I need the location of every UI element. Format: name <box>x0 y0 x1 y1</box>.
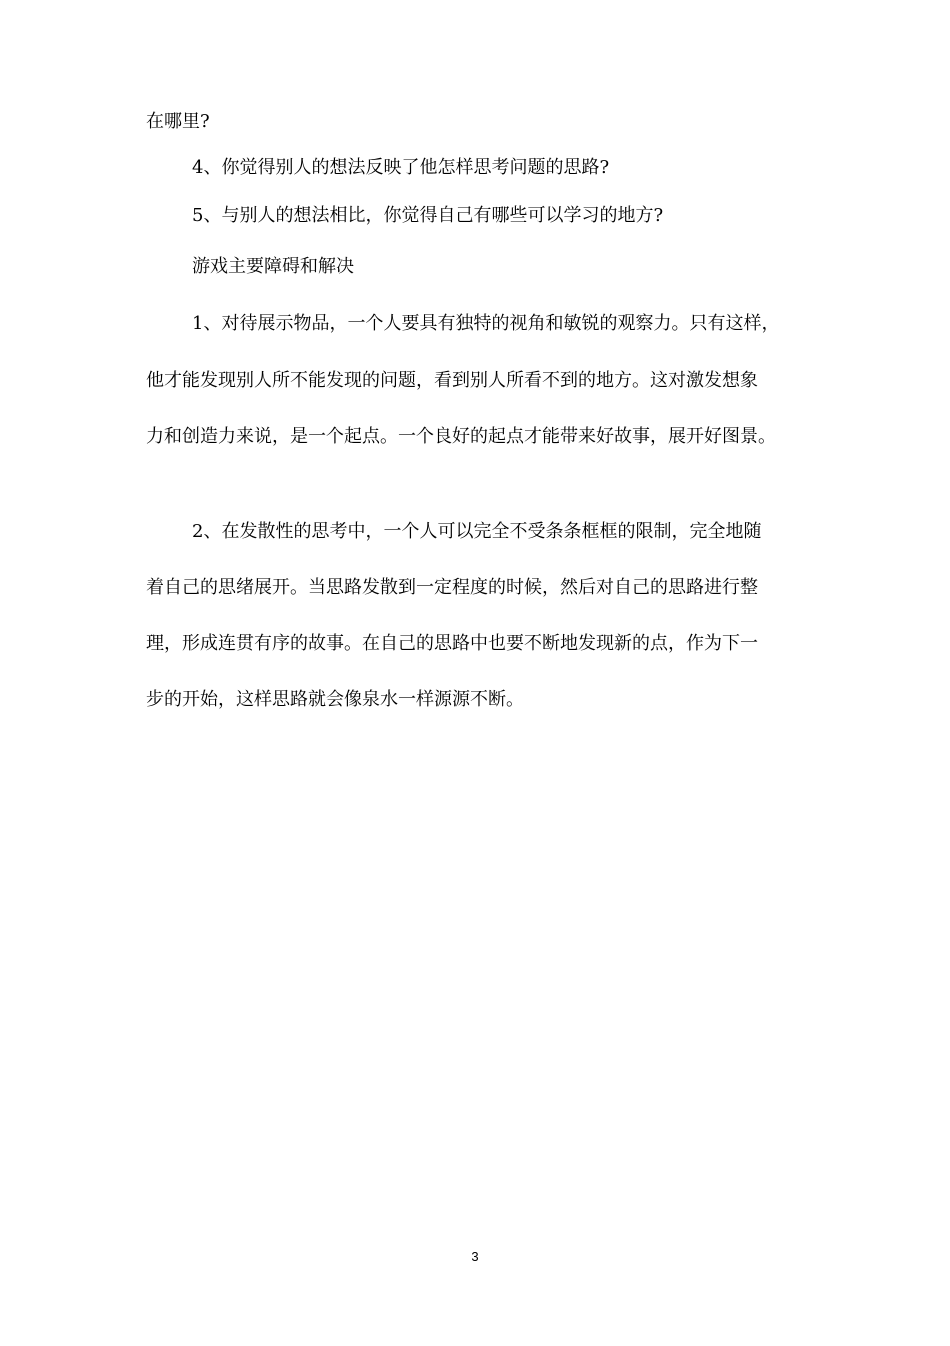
paragraph-1-line-3: 力和创造力来说，是一个起点。一个良好的起点才能带来好故事，展开好图景。 <box>146 426 776 447</box>
text-line-continuation: 在哪里? <box>146 111 210 132</box>
paragraph-2-line-3: 理，形成连贯有序的故事。在自己的思路中也要不断地发现新的点，作为下一 <box>146 633 758 654</box>
paragraph-2-line-2: 着自己的思绪展开。当思路发散到一定程度的时候，然后对自己的思路进行整 <box>146 577 758 598</box>
paragraph-2 <box>146 520 814 712</box>
paragraph-2-line-4: 步的开始，这样思路就会像泉水一样源源不断。 <box>146 689 524 710</box>
paragraph-1 <box>146 312 814 449</box>
paragraph-2-line-1: 2、在发散性的思考中，一个人可以完全不受条条框框的限制，完全地随 <box>192 521 762 542</box>
document-body <box>146 110 814 712</box>
page-number: 3 <box>471 1249 479 1264</box>
section-heading: 游戏主要障碍和解决 <box>192 256 354 277</box>
paragraph-1-line-2: 他才能发现别人所不能发现的问题，看到别人所看不到的地方。这对激发想象 <box>146 370 758 391</box>
paragraph-1-line-1: 1、对待展示物品，一个人要具有独特的视角和敏锐的观察力。只有这样， <box>192 313 780 334</box>
question-5: 5、与别人的想法相比，你觉得自己有哪些可以学习的地方? <box>192 205 664 226</box>
question-4: 4、你觉得别人的想法反映了他怎样思考问题的思路? <box>192 157 610 178</box>
